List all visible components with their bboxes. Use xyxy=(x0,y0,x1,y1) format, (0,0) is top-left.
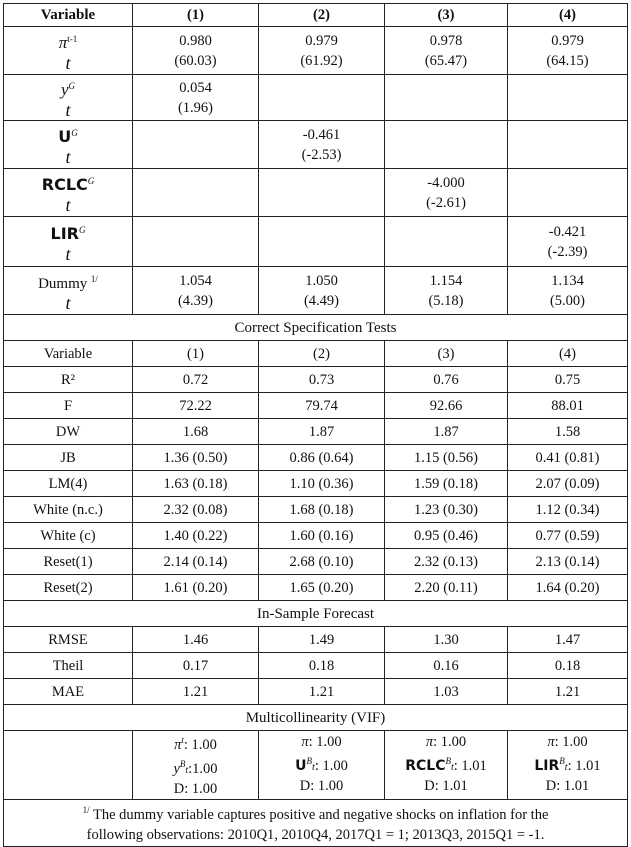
vif-section-title: Multicollinearity (VIF) xyxy=(4,705,628,731)
spec-cell: 1.87 xyxy=(259,419,385,445)
vif-sup: B xyxy=(559,756,565,767)
forecast-cell: 1.21 xyxy=(508,679,628,705)
forecast-section-title: In-Sample Forecast xyxy=(4,601,628,627)
vif-value: : 1.00 xyxy=(554,734,588,751)
coef-row-u xyxy=(4,121,628,169)
coef: 0.978 xyxy=(429,32,463,49)
forecast-cell: 0.18 xyxy=(508,653,628,679)
vif-line-2 xyxy=(261,752,382,777)
vif-sup: B xyxy=(445,756,451,767)
spec-cell: 2.20 (0.11) xyxy=(385,575,508,601)
superscript: G xyxy=(68,81,76,92)
spec-label: JB xyxy=(4,445,133,471)
spec-section-title: Correct Specification Tests xyxy=(4,315,628,341)
symbol: Dummy xyxy=(38,275,88,292)
vif-symbol: π xyxy=(547,734,555,751)
vif-value: : 1.00 xyxy=(433,734,467,751)
coef: 0.979 xyxy=(551,32,584,49)
forecast-label: MAE xyxy=(4,679,133,705)
spec-cell: 0.77 (0.59) xyxy=(508,523,628,549)
footnote xyxy=(4,799,628,847)
coef: 0.054 xyxy=(179,79,212,96)
vif-dummy: D: 1.01 xyxy=(545,778,590,795)
coef-cell xyxy=(508,267,628,315)
forecast-cell: 1.47 xyxy=(508,627,628,653)
vif-sub: t xyxy=(312,762,315,774)
spec-cell: 1.61 (0.20) xyxy=(133,575,259,601)
forecast-section-row xyxy=(4,601,628,627)
spec-row xyxy=(4,549,628,575)
vif-line-1 xyxy=(387,733,505,752)
footnote-line-1 xyxy=(6,800,625,826)
vif-symbol: π xyxy=(301,734,309,751)
coef: -0.421 xyxy=(548,223,587,240)
vif-sup: B xyxy=(306,756,313,767)
coef-cell xyxy=(385,27,508,75)
vif-row xyxy=(4,731,628,800)
vif-symbol: RCLC xyxy=(405,758,446,775)
spec-cell: 2.32 (0.08) xyxy=(133,497,259,523)
vif-dummy: D: 1.00 xyxy=(173,780,218,797)
vif-line-1 xyxy=(261,733,382,752)
vif-symbol: π xyxy=(174,736,182,753)
vif-dummy: D: 1.01 xyxy=(424,778,468,795)
coef-label xyxy=(4,27,133,75)
coef-cell xyxy=(508,27,628,75)
regression-table xyxy=(3,3,628,847)
spec-header-col-1: (1) xyxy=(133,341,259,367)
spec-cell: 92.66 xyxy=(385,393,508,419)
coef-cell xyxy=(133,75,259,121)
spec-cell: 0.86 (0.64) xyxy=(259,445,385,471)
coef: 1.054 xyxy=(179,272,212,289)
forecast-cell: 1.03 xyxy=(385,679,508,705)
coef: 0.980 xyxy=(179,32,212,49)
coef: 0.979 xyxy=(305,32,338,49)
vif-symbol: y xyxy=(173,760,180,777)
symbol: LIR xyxy=(50,223,79,243)
tstat: (-2.39) xyxy=(547,243,588,260)
spec-cell: 72.22 xyxy=(133,393,259,419)
coef-cell xyxy=(133,121,259,169)
forecast-cell: 1.49 xyxy=(259,627,385,653)
coef-row-pi xyxy=(4,27,628,75)
spec-header-col-4: (4) xyxy=(508,341,628,367)
tstat: (4.49) xyxy=(303,292,340,309)
coef-cell xyxy=(259,169,385,217)
spec-row xyxy=(4,367,628,393)
vif-label-empty xyxy=(4,731,133,800)
spec-cell: 1.12 (0.34) xyxy=(508,497,628,523)
vif-sup: B xyxy=(179,758,186,769)
vif-cell xyxy=(508,731,628,800)
subscript: t xyxy=(65,292,71,313)
tstat: (4.39) xyxy=(177,292,214,309)
spec-cell: 0.75 xyxy=(508,367,628,393)
vif-value: : 1.00 xyxy=(314,758,348,775)
coef-cell xyxy=(133,217,259,267)
spec-label: White (n.c.) xyxy=(4,497,133,523)
vif-dummy: D: 1.00 xyxy=(299,778,344,795)
forecast-cell: 1.21 xyxy=(259,679,385,705)
coef-cell xyxy=(385,217,508,267)
header-variable: Variable xyxy=(4,4,133,27)
forecast-label: Theil xyxy=(4,653,133,679)
superscript: G xyxy=(71,128,78,139)
footnote-text-1: The dummy variable captures positive and negative shocks on inflation for the xyxy=(92,806,549,823)
tstat: (1.96) xyxy=(177,99,214,116)
vif-cell xyxy=(259,731,385,800)
footnote-row xyxy=(4,799,628,847)
spec-row xyxy=(4,497,628,523)
header-col-2: (2) xyxy=(259,4,385,27)
coef-cell xyxy=(133,169,259,217)
spec-cell: 1.40 (0.22) xyxy=(133,523,259,549)
spec-row xyxy=(4,471,628,497)
spec-cell: 1.23 (0.30) xyxy=(385,497,508,523)
coef-row-y xyxy=(4,75,628,121)
vif-line-1 xyxy=(135,731,256,755)
spec-header-col-3: (3) xyxy=(385,341,508,367)
coef-row-lir xyxy=(4,217,628,267)
spec-cell: 1.65 (0.20) xyxy=(259,575,385,601)
vif-sub: t xyxy=(450,762,454,774)
coef-label xyxy=(4,75,133,121)
spec-cell: 0.73 xyxy=(259,367,385,393)
coef-cell xyxy=(385,169,508,217)
symbol: U xyxy=(58,126,72,146)
spec-cell: 1.63 (0.18) xyxy=(133,471,259,497)
spec-row xyxy=(4,419,628,445)
superscript: G xyxy=(87,176,95,187)
spec-cell: 88.01 xyxy=(508,393,628,419)
spec-header-row xyxy=(4,341,628,367)
spec-cell: 2.13 (0.14) xyxy=(508,549,628,575)
spec-cell: 0.76 xyxy=(385,367,508,393)
spec-cell: 2.68 (0.10) xyxy=(259,549,385,575)
subscript: t xyxy=(65,52,71,73)
spec-label: Reset(1) xyxy=(4,549,133,575)
coef-cell xyxy=(508,169,628,217)
coef-row-dummy xyxy=(4,267,628,315)
forecast-row xyxy=(4,653,628,679)
vif-line-2 xyxy=(135,755,256,780)
spec-cell: 1.36 (0.50) xyxy=(133,445,259,471)
vif-sub: t xyxy=(185,764,189,776)
vif-cell xyxy=(133,731,259,800)
vif-value: : 1.01 xyxy=(567,758,601,775)
tstat: (-2.53) xyxy=(301,146,342,163)
spec-cell: 0.72 xyxy=(133,367,259,393)
coef-cell xyxy=(385,121,508,169)
tstat: (61.92) xyxy=(300,52,343,69)
forecast-cell: 0.18 xyxy=(259,653,385,679)
coef-cell xyxy=(508,121,628,169)
footnote-mark: 1/ xyxy=(82,804,90,815)
tstat: (65.47) xyxy=(424,52,468,69)
vif-section-row xyxy=(4,705,628,731)
spec-cell: 1.15 (0.56) xyxy=(385,445,508,471)
spec-row xyxy=(4,445,628,471)
spec-cell: 1.60 (0.16) xyxy=(259,523,385,549)
header-col-3: (3) xyxy=(385,4,508,27)
subscript: t xyxy=(65,194,71,215)
spec-cell: 2.14 (0.14) xyxy=(133,549,259,575)
spec-label: White (c) xyxy=(4,523,133,549)
tstat: (5.00) xyxy=(549,292,586,309)
subscript: t xyxy=(65,243,71,264)
forecast-cell: 1.30 xyxy=(385,627,508,653)
forecast-cell: 1.21 xyxy=(133,679,259,705)
spec-label: DW xyxy=(4,419,133,445)
spec-row xyxy=(4,575,628,601)
subscript: t xyxy=(65,146,71,167)
superscript: t-1 xyxy=(67,34,78,45)
coef: 1.134 xyxy=(551,272,584,289)
header-col-4: (4) xyxy=(508,4,628,27)
spec-row xyxy=(4,523,628,549)
vif-cell xyxy=(385,731,508,800)
spec-cell: 2.07 (0.09) xyxy=(508,471,628,497)
coef-label xyxy=(4,169,133,217)
vif-value: :1.00 xyxy=(188,760,218,777)
vif-symbol: U xyxy=(295,758,307,775)
spec-cell: 1.68 xyxy=(133,419,259,445)
coef: 1.154 xyxy=(429,272,463,289)
spec-label: Reset(2) xyxy=(4,575,133,601)
spec-label: LM(4) xyxy=(4,471,133,497)
coef-cell xyxy=(259,217,385,267)
footnote-line-2: following observations: 2010Q1, 2010Q4, 2017Q1 = 1; 2013Q3, 2015Q1 = -1. xyxy=(86,827,545,844)
symbol: y xyxy=(60,79,69,99)
spec-label: R² xyxy=(4,367,133,393)
tstat: (64.15) xyxy=(546,52,589,69)
header-row xyxy=(4,4,628,27)
coef-cell xyxy=(259,267,385,315)
spec-row xyxy=(4,393,628,419)
vif-symbol: π xyxy=(425,734,434,751)
spec-cell: 79.74 xyxy=(259,393,385,419)
forecast-row xyxy=(4,627,628,653)
tstat: (-2.61) xyxy=(426,194,466,211)
vif-line-2 xyxy=(387,752,505,777)
header-col-1: (1) xyxy=(133,4,259,27)
coef-cell xyxy=(508,217,628,267)
coef-cell xyxy=(133,27,259,75)
coef-label xyxy=(4,121,133,169)
vif-value: : 1.00 xyxy=(308,734,342,751)
coef: -0.461 xyxy=(302,126,341,143)
spec-cell: 1.58 xyxy=(508,419,628,445)
spec-cell: 1.64 (0.20) xyxy=(508,575,628,601)
spec-header-variable: Variable xyxy=(4,341,133,367)
tstat: (60.03) xyxy=(174,52,217,69)
superscript: G xyxy=(78,225,86,236)
coef-cell xyxy=(508,75,628,121)
coef-row-rclc xyxy=(4,169,628,217)
vif-line-2 xyxy=(510,752,625,777)
superscript: 1/ xyxy=(90,274,98,285)
coef: 1.050 xyxy=(305,272,338,289)
coef-label xyxy=(4,217,133,267)
tstat: (5.18) xyxy=(428,292,464,309)
coef: -4.000 xyxy=(427,174,465,191)
symbol: RCLC xyxy=(41,174,88,194)
forecast-cell: 0.16 xyxy=(385,653,508,679)
spec-section-row xyxy=(4,315,628,341)
vif-value: : 1.01 xyxy=(453,758,487,775)
spec-header-col-2: (2) xyxy=(259,341,385,367)
vif-sub: t xyxy=(181,735,184,745)
vif-line-1 xyxy=(510,733,625,752)
spec-cell: 2.32 (0.13) xyxy=(385,549,508,575)
spec-cell: 1.68 (0.18) xyxy=(259,497,385,523)
coef-label xyxy=(4,267,133,315)
coef-cell xyxy=(133,267,259,315)
coef-cell xyxy=(259,27,385,75)
coef-cell xyxy=(385,75,508,121)
vif-symbol: LIR xyxy=(534,758,560,775)
forecast-row xyxy=(4,679,628,705)
vif-value: : 1.00 xyxy=(183,736,217,753)
spec-cell: 1.10 (0.36) xyxy=(259,471,385,497)
coef-cell xyxy=(385,267,508,315)
forecast-cell: 0.17 xyxy=(133,653,259,679)
spec-cell: 1.87 xyxy=(385,419,508,445)
coef-cell xyxy=(259,121,385,169)
forecast-cell: 1.46 xyxy=(133,627,259,653)
spec-cell: 0.95 (0.46) xyxy=(385,523,508,549)
subscript: t xyxy=(65,99,71,120)
spec-cell: 0.41 (0.81) xyxy=(508,445,628,471)
forecast-label: RMSE xyxy=(4,627,133,653)
coef-cell xyxy=(259,75,385,121)
vif-sub: t xyxy=(564,762,568,774)
symbol: π xyxy=(58,32,68,52)
spec-cell: 1.59 (0.18) xyxy=(385,471,508,497)
spec-label: F xyxy=(4,393,133,419)
